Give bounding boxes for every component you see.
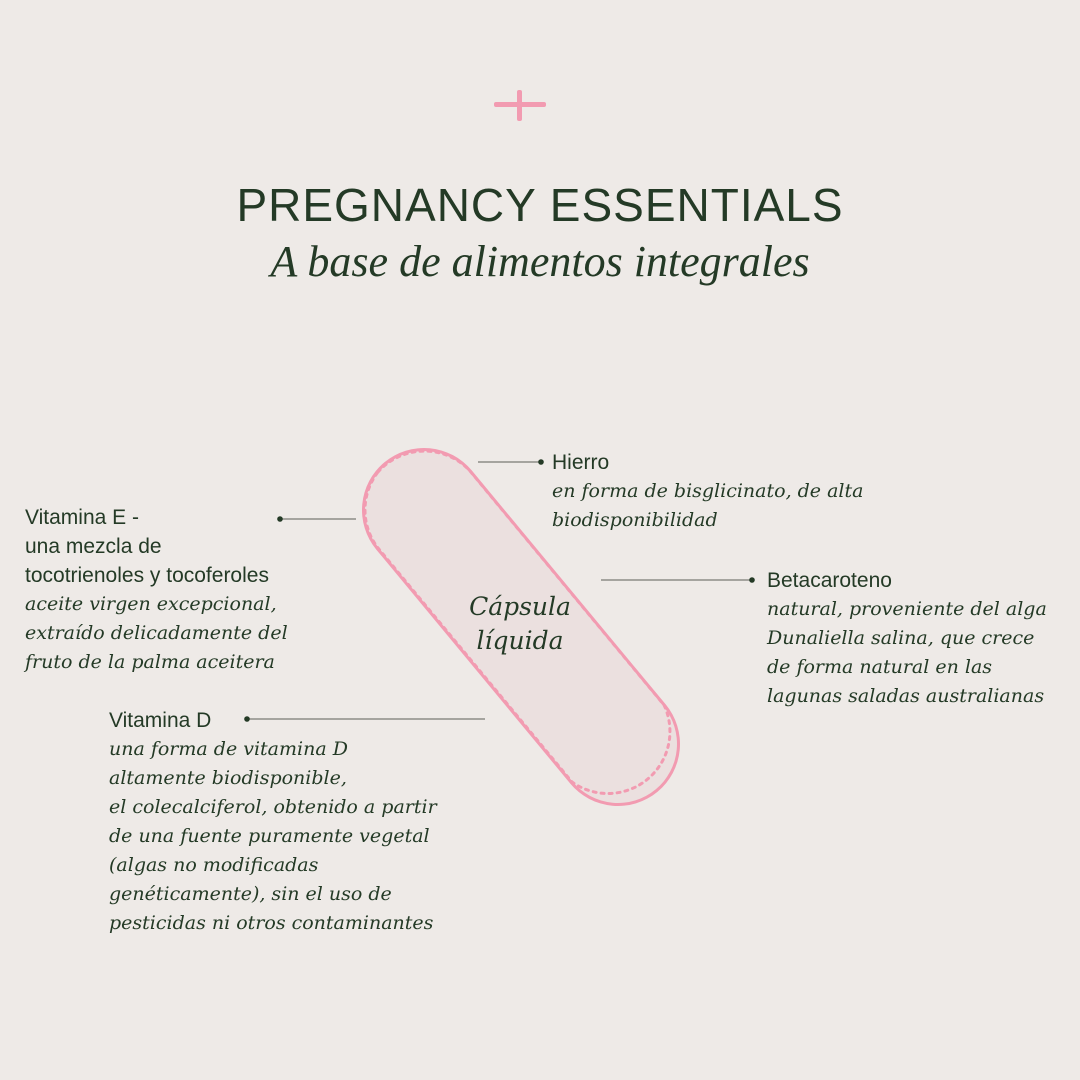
description-line: fruto de la palma aceitera	[25, 651, 275, 673]
description-line: genéticamente), sin el uso de	[109, 883, 392, 905]
name-line: Vitamina E -	[25, 506, 139, 529]
description-line: altamente biodisponible,	[109, 767, 347, 789]
nutrient-name: Betacaroteno	[767, 569, 892, 592]
leader-line-hierro	[478, 459, 544, 465]
description-line: de forma natural en las	[767, 656, 993, 678]
description-line: el colecalciferol, obtenido a partir	[109, 796, 437, 818]
capsule-label-line: Cápsula	[469, 592, 571, 621]
description-line: Dunaliella salina, que crece	[767, 627, 1035, 649]
nutrient-name: Hierro	[552, 451, 610, 474]
description-line: pesticidas ni otros contaminantes	[109, 912, 434, 934]
page-subtitle: A base de alimentos integrales	[270, 237, 810, 286]
capsule-label	[440, 590, 600, 658]
nutrient-hierro	[552, 448, 863, 535]
description-line: biodisponibilidad	[552, 509, 718, 531]
capsule-label-line: líquida	[476, 626, 564, 655]
description-line: (algas no modificadas	[109, 854, 319, 876]
nutrient-name	[25, 503, 288, 590]
name-line: una mezcla de	[25, 535, 162, 558]
leader-line-vitamina-e	[277, 516, 356, 522]
page-title: PREGNANCY ESSENTIALS	[236, 179, 844, 231]
leader-line-betacaroteno	[601, 577, 755, 583]
name-line: tocotrienoles y tocoferoles	[25, 564, 269, 587]
description-line: natural, proveniente del alga	[767, 598, 1047, 620]
nutrient-name: Vitamina D	[109, 709, 212, 732]
nutrient-vitamina-d	[109, 706, 437, 938]
description-line: en forma de bisglicinato, de alta	[552, 480, 864, 502]
nutrient-betacaroteno	[767, 566, 1047, 711]
description-line: de una fuente puramente vegetal	[109, 825, 430, 847]
description-line: extraído delicadamente del	[25, 622, 288, 644]
nutrient-description	[25, 590, 288, 677]
nutrient-description	[767, 595, 1047, 711]
description-line: aceite virgen excepcional,	[25, 593, 277, 615]
nutrient-description	[552, 477, 863, 535]
nutrient-vitamina-e	[25, 503, 288, 677]
nutrient-description	[109, 735, 437, 938]
description-line: una forma de vitamina D	[109, 738, 348, 760]
description-line: lagunas saladas australianas	[767, 685, 1045, 707]
